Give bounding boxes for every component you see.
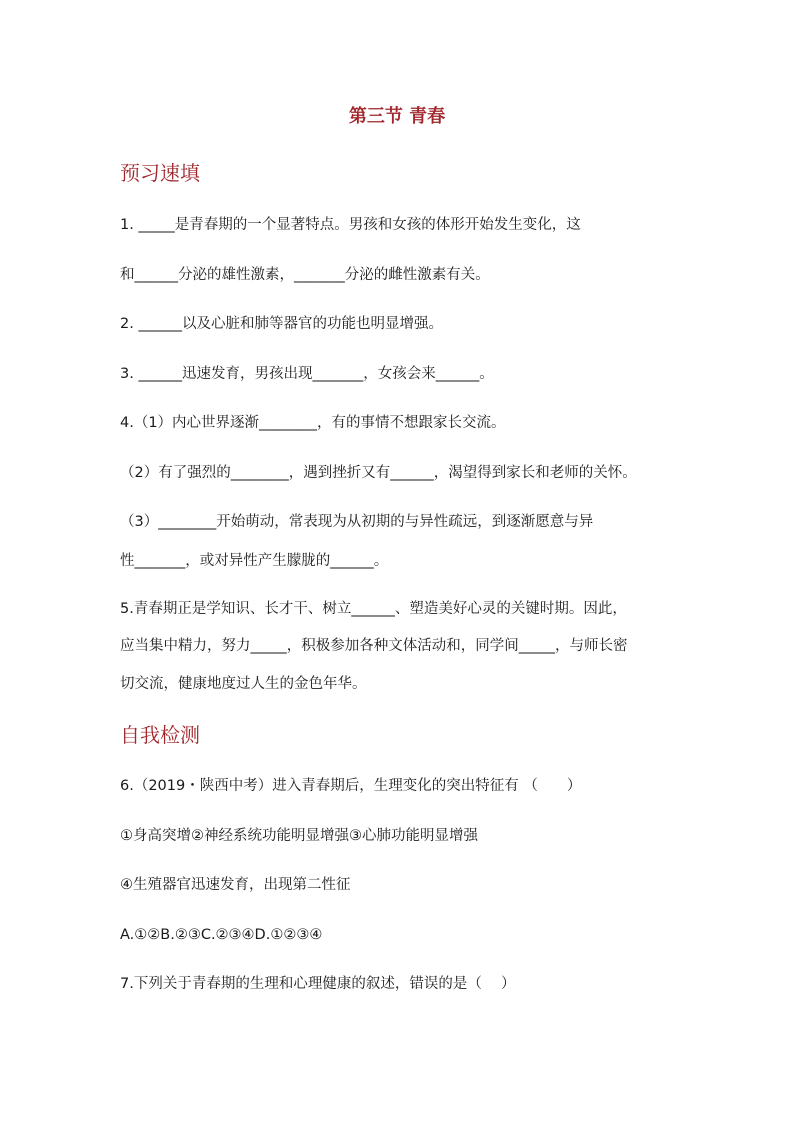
question-1-line-1: 1. _____是青春期的一个显著特点。男孩和女孩的体形开始发生变化，这 bbox=[120, 217, 581, 233]
question-3: 3. ______迅速发育，男孩出现_______，女孩会来______。 bbox=[120, 366, 494, 382]
question-6-statements-2: ④生殖器官迅速发育，出现第二性征 bbox=[120, 877, 351, 893]
question-2: 2. ______以及心脏和肺等器官的功能也明显增强。 bbox=[120, 316, 443, 332]
page-title: 第三节 青春 bbox=[348, 106, 446, 127]
question-6-statements-1: ①身高突增②神经系统功能明显增强③心肺功能明显增强 bbox=[120, 828, 478, 844]
question-6-options: A.①②B.②③C.②③④D.①②③④ bbox=[120, 927, 323, 943]
question-4-part-3-line-2: 性_______，或对异性产生朦胧的______。 bbox=[120, 553, 389, 569]
question-5-line-3: 切交流，健康地度过人生的金色年华。 bbox=[120, 676, 367, 692]
question-6-stem: 6.（2019・陕西中考）进入青春期后，生理变化的突出特征有 （ ） bbox=[120, 778, 582, 794]
question-5-line-1: 5.青春期正是学知识、长才干、树立______、塑造美好心灵的关键时期。因此， bbox=[120, 601, 627, 617]
question-7-stem: 7.下列关于青春期的生理和心理健康的叙述，错误的是（ ） bbox=[120, 976, 516, 992]
question-1-line-2: 和______分泌的雄性激素，_______分泌的雌性激素有关。 bbox=[120, 267, 490, 283]
question-4-part-3-line-1: （3）________开始萌动，常表现为从初期的与异性疏远，到逐渐愿意与异 bbox=[120, 514, 594, 530]
section-heading-selfcheck: 自我检测 bbox=[120, 723, 200, 747]
question-5-line-2: 应当集中精力，努力_____，积极参加各种文体活动和，同学间_____，与师长密 bbox=[120, 638, 628, 654]
section-heading-preview: 预习速填 bbox=[120, 161, 200, 185]
question-4-part-2: （2）有了强烈的________，遇到挫折又有______，渴望得到家长和老师的关怀。 bbox=[120, 465, 637, 481]
question-4-part-1: 4.（1）内心世界逐渐________，有的事情不想跟家长交流。 bbox=[120, 415, 506, 431]
